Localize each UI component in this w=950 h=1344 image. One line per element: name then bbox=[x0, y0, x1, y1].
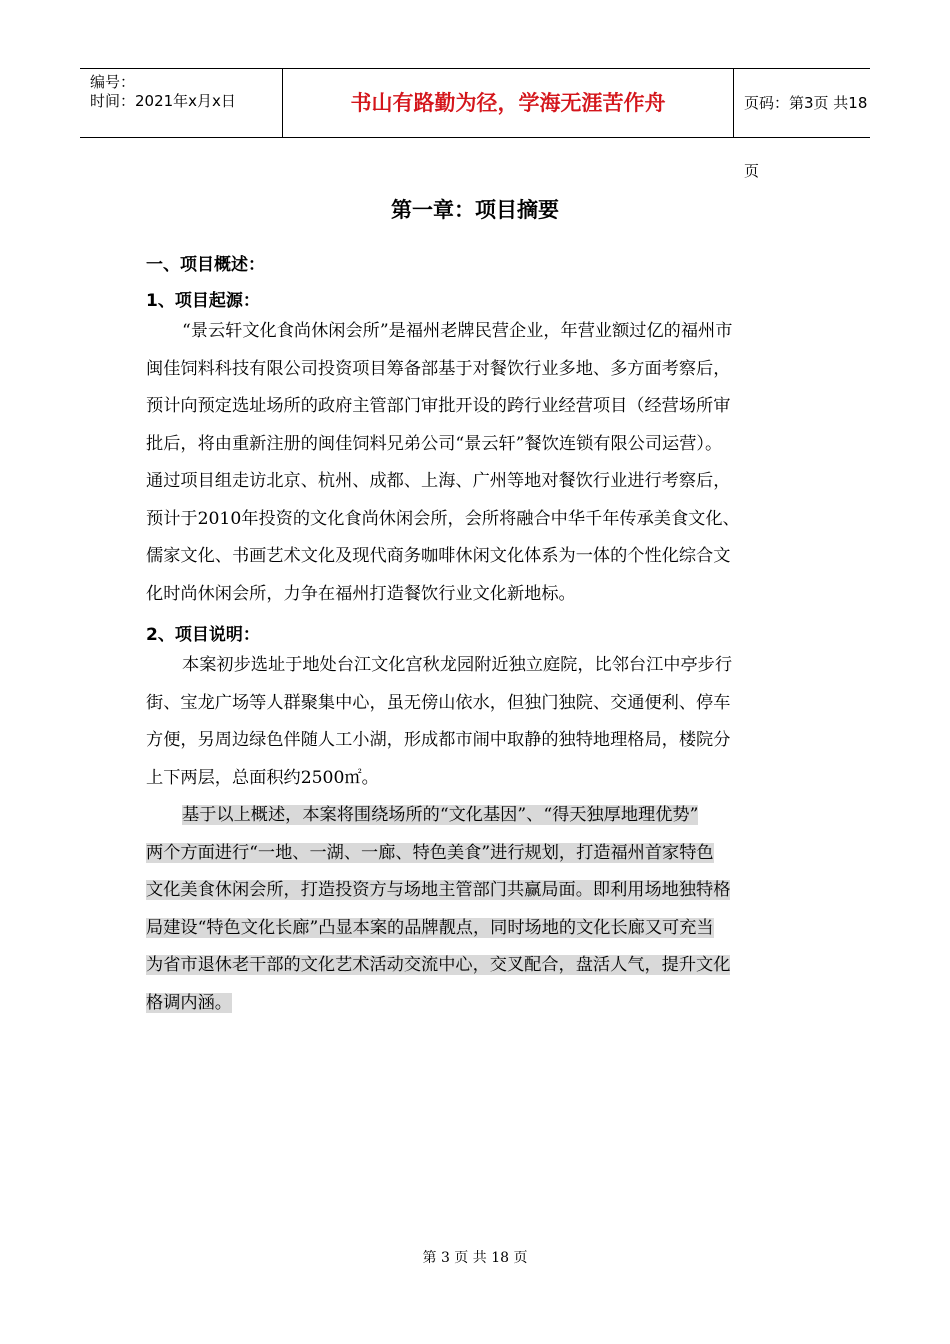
text-line: 预计于2010年投资的文化食尚休闲会所，会所将融合中华千年传承美食文化、 bbox=[146, 508, 740, 529]
text-line: 街、宝龙广场等人群聚集中心，虽无傍山依水，但独门独院、交通便利、停车 bbox=[146, 692, 731, 713]
paragraph-origin bbox=[146, 313, 826, 613]
section-heading: 一、项目概述： bbox=[146, 255, 265, 275]
text-line: 通过项目组走访北京、杭州、成都、上海、广州等地对餐饮行业进行考察后， bbox=[146, 471, 731, 491]
highlighted-text-line: 文化美食休闲会所，打造投资方与场地主管部门共赢局面。即利用场地独特格 bbox=[146, 880, 731, 900]
highlighted-text-line: 两个方面进行“一地、一湖、一廊、特色美食”进行规划，打造福州首家特色 bbox=[146, 842, 714, 863]
text-line: 本案初步选址于地处台江文化宫秋龙园附近独立庭院，比邻台江中亭步行 bbox=[182, 655, 733, 675]
page-footer: 第 3 页 共 18 页 bbox=[422, 1250, 528, 1266]
header-meta bbox=[80, 69, 282, 137]
highlighted-text-line: 基于以上概述，本案将围绕场所的“文化基因”、“得天独厚地理优势” bbox=[182, 805, 699, 825]
paragraph-planning-highlighted bbox=[146, 797, 826, 1022]
paragraph-description bbox=[146, 647, 826, 797]
text-line: 批后，将由重新注册的闽佳饲料兄弟公司“景云轩”餐饮连锁有限公司运营）。 bbox=[146, 433, 723, 454]
subsection-heading-description: 2、项目说明： bbox=[146, 625, 260, 645]
number-label: 编号： bbox=[90, 73, 136, 91]
header-slogan: 书山有路勤为径，学海无涯苦作舟 bbox=[282, 69, 734, 137]
text-line: 上下两层，总面积约2500㎡。 bbox=[146, 767, 379, 788]
date-label: 时间：2021年x月x日 bbox=[90, 92, 236, 110]
text-line: 化时尚休闲会所，力争在福州打造餐饮行业文化新地标。 bbox=[146, 583, 576, 604]
highlighted-text-line: 格调内涵。 bbox=[146, 992, 232, 1013]
highlighted-text-line: 局建设“特色文化长廊”凸显本案的品牌靓点，同时场地的文化长廊又可充当 bbox=[146, 917, 714, 938]
page-header bbox=[80, 68, 870, 180]
highlighted-text-line: 为省市退休老干部的文化艺术活动交流中心，交叉配合，盘活人气，提升文化 bbox=[146, 955, 731, 975]
text-line: 预计向预定选址场所的政府主管部门审批开设的跨行业经营项目（经营场所审 bbox=[146, 396, 731, 416]
chapter-title: 第一章：项目摘要 bbox=[391, 198, 559, 222]
text-line: 闽佳饲料科技有限公司投资项目筹备部基于对餐饮行业多地、多方面考察后， bbox=[146, 358, 731, 379]
header-page-info: 页码：第3页 共18页 bbox=[744, 94, 868, 180]
text-line: 方便，另周边绿色伴随人工小湖，形成都市闹中取静的独特地理格局，楼院分 bbox=[146, 730, 731, 750]
text-line: 儒家文化、书画艺术文化及现代商务咖啡休闲文化体系为一体的个性化综合文 bbox=[146, 546, 731, 566]
subsection-heading-origin: 1、项目起源： bbox=[146, 291, 260, 311]
text-line: “景云轩文化食尚休闲会所”是福州老牌民营企业，年营业额过亿的福州市 bbox=[182, 321, 733, 341]
